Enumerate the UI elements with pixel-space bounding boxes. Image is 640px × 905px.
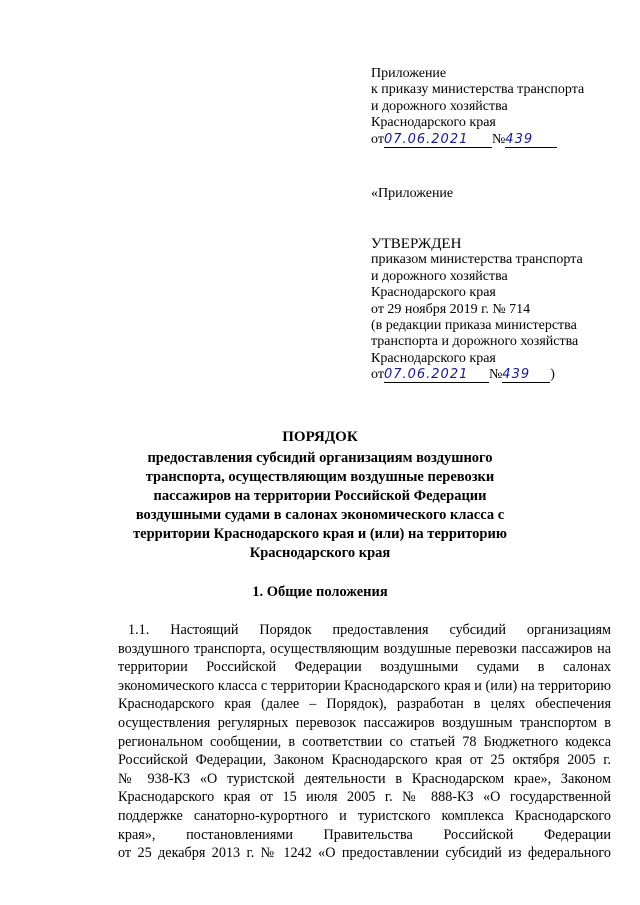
handwritten-number: 439 bbox=[505, 133, 557, 148]
approved-line: приказом министерства транспорта bbox=[371, 252, 583, 268]
paragraph-line: Краснодарского края от 15 июля 2005 г. № 888-КЗ «О государственной bbox=[118, 789, 611, 806]
approved-line: (в редакции приказа министерства bbox=[371, 318, 577, 334]
appendix-date-line bbox=[371, 132, 584, 148]
approved-line: от 29 ноября 2019 г. № 714 bbox=[371, 301, 531, 317]
document-title bbox=[0, 428, 640, 563]
paragraph-line: осуществления регулярных перевозок пассажиров воздушным транспортом в bbox=[118, 714, 611, 731]
appendix-line: Приложение bbox=[371, 66, 447, 81]
paragraph-line: Краснодарского края (далее – Порядок), разработан в целях обеспечения bbox=[118, 696, 611, 713]
from-prefix: от bbox=[371, 367, 384, 383]
approved-line: Краснодарского края bbox=[371, 285, 496, 301]
paragraph-line: Российской Федерации, Законом Краснодарского края от 25 октября 2005 г. bbox=[118, 752, 611, 769]
title-line: территории Краснодарского края и (или) на территорию bbox=[133, 526, 507, 542]
approved-line: и дорожного хозяйства bbox=[371, 268, 508, 284]
appendix-line: и дорожного хозяйства bbox=[371, 98, 508, 114]
title-line: транспорта, осуществляющим воздушные перевозки bbox=[145, 469, 495, 485]
handwritten-number: 439 bbox=[502, 368, 550, 383]
approved-heading: УТВЕРЖДЕН bbox=[371, 236, 462, 252]
paragraph-line: № 938-КЗ «О туристской деятельности в Краснодарском крае», Законом bbox=[118, 770, 611, 787]
handwritten-date: 07.06.2021 bbox=[384, 133, 492, 148]
paragraph-line: края», постановлениями Правительства Российской Федерации bbox=[118, 826, 611, 843]
paragraph-line: региональном сообщении, в соответствии со статьей 78 Бюджетного кодекса bbox=[118, 733, 611, 750]
from-prefix: от bbox=[371, 131, 384, 147]
approved-line: транспорта и дорожного хозяйства bbox=[371, 334, 579, 350]
title-line: Краснодарского края bbox=[249, 545, 391, 561]
number-label: № bbox=[491, 131, 506, 147]
close-paren: ) bbox=[550, 367, 555, 383]
section-heading: 1. Общие положения bbox=[252, 584, 388, 600]
approved-block bbox=[371, 236, 583, 384]
title-line: предоставления субсидий организациям воздушного bbox=[147, 450, 493, 466]
approved-line: Краснодарского края bbox=[371, 350, 496, 366]
title-line: воздушными судами в салонах экономического класса с bbox=[135, 507, 505, 523]
appendix-line: к приказу министерства транспорта bbox=[371, 82, 585, 98]
paragraph-line: поддержке санаторно-курортного и туристского комплекса Краснодарского bbox=[118, 807, 611, 824]
title-heading: ПОРЯДОК bbox=[282, 429, 358, 445]
paragraph-line: воздушного транспорта, осуществляющим воздушные перевозки пассажиров на bbox=[118, 640, 611, 657]
paragraph-line: территории Российской Федерации воздушными судами в салонах bbox=[118, 659, 611, 676]
approved-date-line bbox=[371, 367, 583, 383]
handwritten-date: 07.06.2021 bbox=[384, 368, 489, 383]
paragraph-line: от 25 декабря 2013 г. № 1242 «О предоставлении субсидий из федерального bbox=[118, 845, 611, 862]
number-label: № bbox=[488, 367, 503, 383]
title-line: пассажиров на территории Российской Федерации bbox=[153, 488, 487, 504]
quote-appendix-text: «Приложение bbox=[371, 186, 454, 201]
paragraph-line: 1.1. Настоящий Порядок предоставления субсидий организациям bbox=[128, 622, 611, 638]
appendix-line: Краснодарского края bbox=[371, 115, 496, 131]
paragraph-line: экономического класса с территории Краснодарского края и (или) на территорию bbox=[118, 677, 611, 694]
paragraph-1-1 bbox=[118, 621, 611, 863]
appendix-block bbox=[371, 66, 584, 148]
quote-appendix bbox=[371, 186, 453, 202]
